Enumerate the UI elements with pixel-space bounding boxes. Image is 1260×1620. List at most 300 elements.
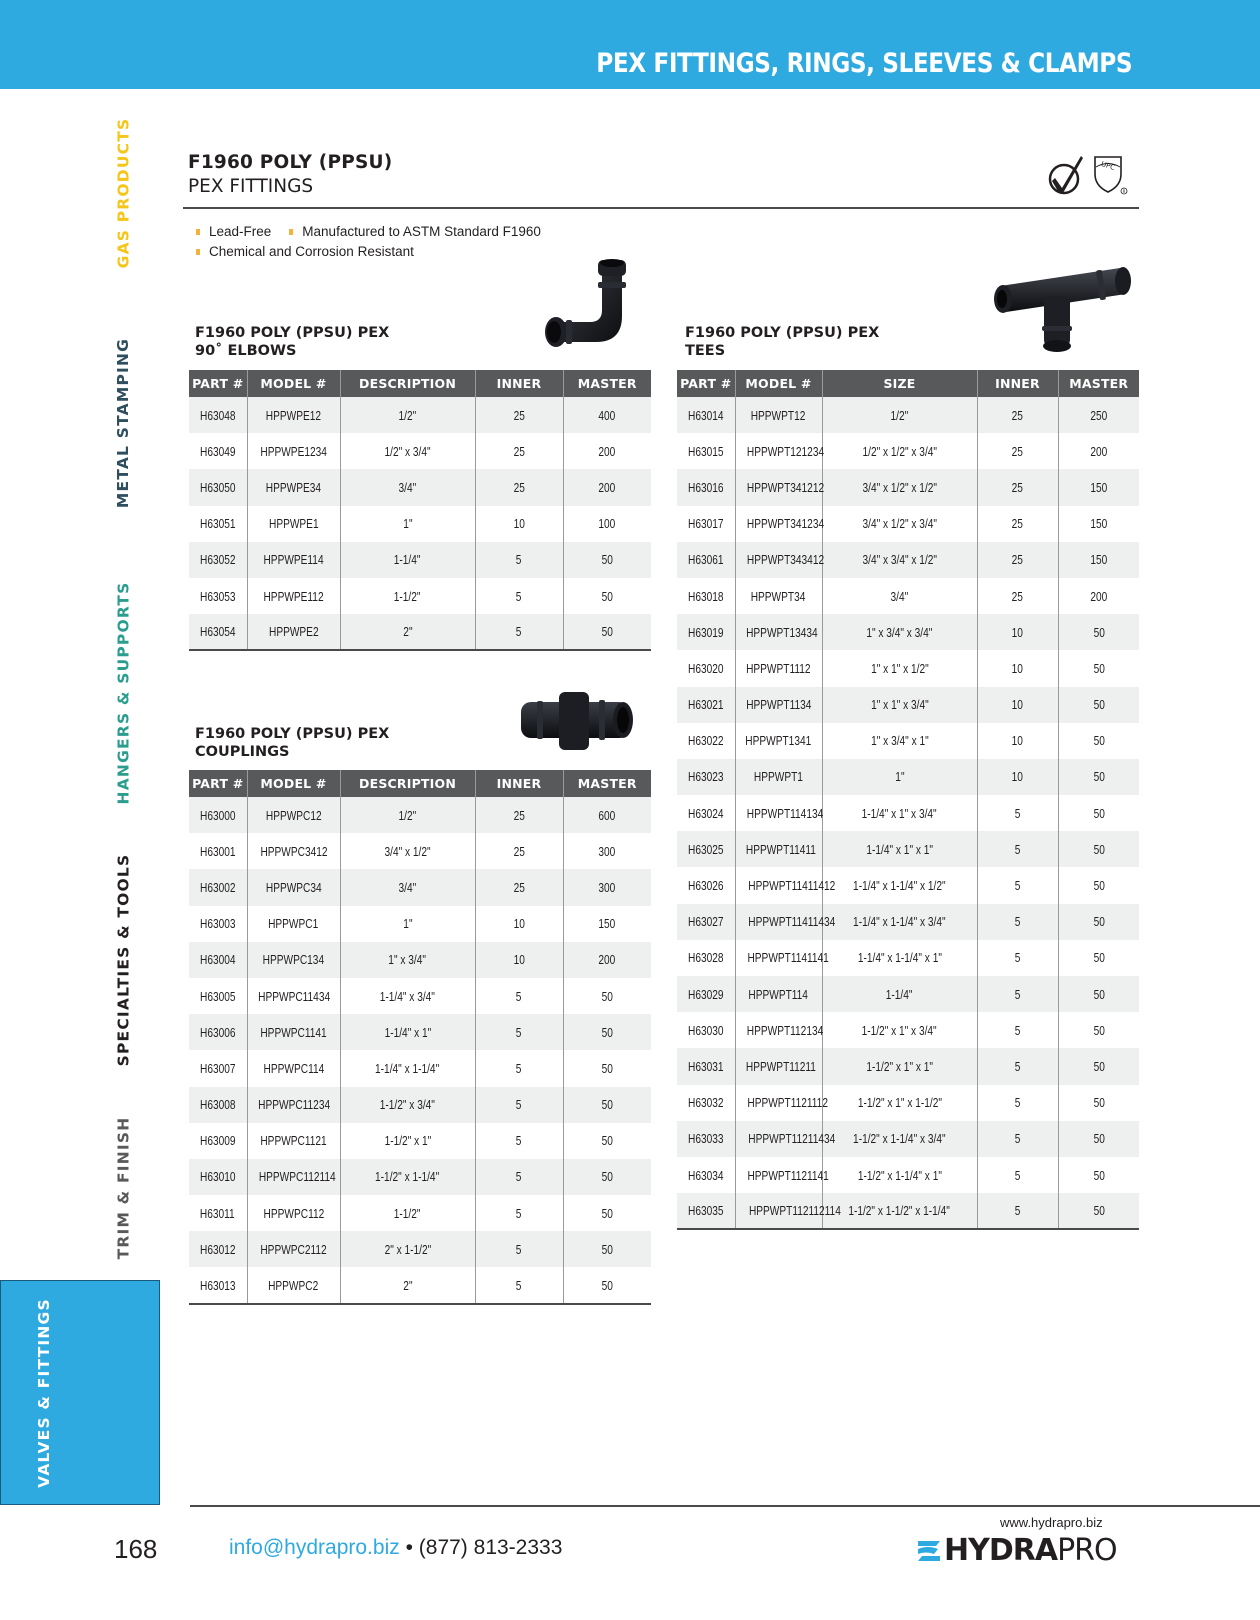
section-title: F1960 POLY (PPSU) bbox=[188, 152, 393, 173]
model-number-cell: HPPWPC1121 bbox=[247, 1123, 340, 1159]
model-number-cell: HPPWPC112114 bbox=[247, 1159, 340, 1195]
model-number-cell: HPPWPT114 bbox=[735, 976, 822, 1012]
table-header-row bbox=[189, 770, 651, 797]
master-qty-cell: 50 bbox=[563, 614, 651, 650]
part-number-cell: H63018 bbox=[677, 578, 735, 614]
model-number-cell: HPPWPT343412 bbox=[735, 542, 822, 578]
inner-qty-cell: 25 bbox=[475, 797, 563, 833]
side-tab-label: METAL STAMPING bbox=[114, 337, 133, 508]
inner-qty-cell: 25 bbox=[475, 469, 563, 505]
description-cell: 1" bbox=[340, 506, 475, 542]
model-number-cell: HPPWPT1 bbox=[735, 759, 822, 795]
part-number-cell: H63035 bbox=[677, 1193, 735, 1229]
description-cell: 3/4" x 1/2" bbox=[340, 833, 475, 869]
part-number-cell: H63012 bbox=[189, 1231, 247, 1267]
page-number: 168 bbox=[114, 1534, 158, 1564]
master-qty-cell: 50 bbox=[563, 1159, 651, 1195]
master-qty-cell: 50 bbox=[563, 542, 651, 578]
master-qty-cell: 50 bbox=[563, 1195, 651, 1231]
side-tab-label: SPECIALTIES & TOOLS bbox=[114, 853, 133, 1067]
table-row bbox=[189, 797, 651, 833]
inner-qty-cell: 5 bbox=[475, 1123, 563, 1159]
table-row bbox=[189, 1267, 651, 1303]
model-number-cell: HPPWPT11211 bbox=[735, 1048, 822, 1084]
model-number-cell: HPPWPT11411434 bbox=[735, 904, 822, 940]
column-header: PART # bbox=[677, 370, 735, 397]
table-row bbox=[677, 1193, 1139, 1229]
table-row bbox=[189, 397, 651, 433]
table-row bbox=[677, 506, 1139, 542]
inner-qty-cell: 5 bbox=[475, 978, 563, 1014]
inner-qty-cell: 5 bbox=[977, 1193, 1058, 1229]
part-number-cell: H63019 bbox=[677, 614, 735, 650]
size-cell: 1-1/2" x 1" x 3/4" bbox=[822, 1012, 977, 1048]
column-header: SIZE bbox=[822, 370, 977, 397]
table-row bbox=[189, 1123, 651, 1159]
table-row bbox=[677, 578, 1139, 614]
upc-shield-icon bbox=[1092, 154, 1128, 201]
inner-qty-cell: 25 bbox=[475, 833, 563, 869]
section-heading bbox=[188, 152, 392, 197]
description-cell: 2" x 1-1/2" bbox=[340, 1231, 475, 1267]
column-header: MASTER bbox=[1058, 370, 1139, 397]
model-number-cell: HPPWPE114 bbox=[247, 542, 340, 578]
inner-qty-cell: 25 bbox=[977, 542, 1058, 578]
part-number-cell: H63054 bbox=[189, 614, 247, 650]
table-row bbox=[189, 506, 651, 542]
inner-qty-cell: 5 bbox=[977, 1157, 1058, 1193]
table-row bbox=[189, 433, 651, 469]
model-number-cell: HPPWPT34 bbox=[735, 578, 822, 614]
model-number-cell: HPPWPT341234 bbox=[735, 506, 822, 542]
size-cell: 1-1/2" x 1-1/4" x 1" bbox=[822, 1157, 977, 1193]
inner-qty-cell: 5 bbox=[475, 1050, 563, 1086]
master-qty-cell: 50 bbox=[1058, 759, 1139, 795]
part-number-cell: H63028 bbox=[677, 940, 735, 976]
size-cell: 1-1/4" x 1" x 1" bbox=[822, 831, 977, 867]
master-qty-cell: 50 bbox=[1058, 867, 1139, 903]
master-qty-cell: 50 bbox=[1058, 940, 1139, 976]
bullet-icon bbox=[196, 249, 200, 255]
model-number-cell: HPPWPT1134 bbox=[735, 687, 822, 723]
bullet-icon bbox=[289, 229, 293, 235]
table-row bbox=[677, 1157, 1139, 1193]
description-cell: 2" bbox=[340, 614, 475, 650]
inner-qty-cell: 10 bbox=[475, 906, 563, 942]
part-number-cell: H63026 bbox=[677, 867, 735, 903]
column-header: PART # bbox=[189, 370, 247, 397]
model-number-cell: HPPWPT341212 bbox=[735, 469, 822, 505]
size-cell: 3/4" x 1/2" x 1/2" bbox=[822, 469, 977, 505]
model-number-cell: HPPWPC114 bbox=[247, 1050, 340, 1086]
description-cell: 1-1/4" x 1" bbox=[340, 1014, 475, 1050]
table-row bbox=[677, 542, 1139, 578]
inner-qty-cell: 25 bbox=[977, 578, 1058, 614]
description-cell: 1-1/2" x 1-1/4" bbox=[340, 1159, 475, 1195]
part-number-cell: H63003 bbox=[189, 906, 247, 942]
inner-qty-cell: 5 bbox=[475, 1267, 563, 1303]
size-cell: 1-1/2" x 1-1/2" x 1-1/4" bbox=[822, 1193, 977, 1229]
column-header: INNER bbox=[977, 370, 1058, 397]
table-row bbox=[189, 906, 651, 942]
inner-qty-cell: 5 bbox=[977, 1048, 1058, 1084]
column-header: MODEL # bbox=[735, 370, 822, 397]
table-header-row bbox=[189, 370, 651, 397]
master-qty-cell: 50 bbox=[1058, 650, 1139, 686]
master-qty-cell: 50 bbox=[1058, 1012, 1139, 1048]
elbow-fitting-image bbox=[540, 256, 640, 365]
table-row bbox=[677, 433, 1139, 469]
table-row bbox=[677, 723, 1139, 759]
inner-qty-cell: 10 bbox=[475, 942, 563, 978]
master-qty-cell: 50 bbox=[563, 1014, 651, 1050]
couplings-table-title: F1960 POLY (PPSU) PEX COUPLINGS bbox=[195, 726, 390, 760]
table-row bbox=[677, 1121, 1139, 1157]
model-number-cell: HPPWPT112134 bbox=[735, 1012, 822, 1048]
master-qty-cell: 50 bbox=[1058, 1193, 1139, 1229]
table-row bbox=[677, 1012, 1139, 1048]
master-qty-cell: 50 bbox=[1058, 1048, 1139, 1084]
part-number-cell: H63021 bbox=[677, 687, 735, 723]
feature-bullet: Chemical and Corrosion Resistant bbox=[196, 242, 414, 262]
part-number-cell: H63031 bbox=[677, 1048, 735, 1084]
model-number-cell: HPPWPE112 bbox=[247, 578, 340, 614]
column-header: PART # bbox=[189, 770, 247, 797]
inner-qty-cell: 10 bbox=[977, 687, 1058, 723]
column-header: INNER bbox=[475, 770, 563, 797]
table-row bbox=[677, 867, 1139, 903]
inner-qty-cell: 25 bbox=[475, 869, 563, 905]
master-qty-cell: 200 bbox=[563, 942, 651, 978]
side-tab-gas-products[interactable] bbox=[103, 108, 143, 278]
table-row bbox=[677, 397, 1139, 433]
svg-text:R: R bbox=[1122, 189, 1126, 194]
inner-qty-cell: 25 bbox=[475, 397, 563, 433]
part-number-cell: H63007 bbox=[189, 1050, 247, 1086]
table-row bbox=[677, 976, 1139, 1012]
contact-separator: • bbox=[399, 1536, 419, 1559]
master-qty-cell: 150 bbox=[1058, 542, 1139, 578]
master-qty-cell: 50 bbox=[563, 1267, 651, 1303]
part-number-cell: H63013 bbox=[189, 1267, 247, 1303]
tee-fitting-image bbox=[990, 260, 1135, 361]
part-number-cell: H63053 bbox=[189, 578, 247, 614]
size-cell: 3/4" bbox=[822, 578, 977, 614]
part-number-cell: H63006 bbox=[189, 1014, 247, 1050]
part-number-cell: H63008 bbox=[189, 1087, 247, 1123]
part-number-cell: H63050 bbox=[189, 469, 247, 505]
master-qty-cell: 200 bbox=[563, 433, 651, 469]
master-qty-cell: 50 bbox=[1058, 1157, 1139, 1193]
part-number-cell: H63027 bbox=[677, 904, 735, 940]
section-subtitle: PEX FITTINGS bbox=[188, 176, 314, 197]
master-qty-cell: 50 bbox=[1058, 795, 1139, 831]
master-qty-cell: 50 bbox=[1058, 614, 1139, 650]
model-number-cell: HPPWPE34 bbox=[247, 469, 340, 505]
part-number-cell: H63049 bbox=[189, 433, 247, 469]
inner-qty-cell: 5 bbox=[475, 1087, 563, 1123]
inner-qty-cell: 5 bbox=[977, 1012, 1058, 1048]
description-cell: 1-1/4" bbox=[340, 542, 475, 578]
table-row bbox=[677, 1085, 1139, 1121]
coupling-fitting-image bbox=[515, 688, 635, 759]
master-qty-cell: 200 bbox=[563, 469, 651, 505]
master-qty-cell: 50 bbox=[563, 1050, 651, 1086]
description-cell: 1/2" bbox=[340, 797, 475, 833]
size-cell: 1" x 3/4" x 3/4" bbox=[822, 614, 977, 650]
inner-qty-cell: 5 bbox=[475, 1014, 563, 1050]
table-row bbox=[189, 869, 651, 905]
model-number-cell: HPPWPC11434 bbox=[247, 978, 340, 1014]
model-number-cell: HPPWPT1112 bbox=[735, 650, 822, 686]
table-row bbox=[189, 942, 651, 978]
part-number-cell: H63016 bbox=[677, 469, 735, 505]
side-tab-label: TRIM & FINISH bbox=[114, 1116, 132, 1259]
master-qty-cell: 50 bbox=[1058, 687, 1139, 723]
master-qty-cell: 300 bbox=[563, 833, 651, 869]
bullet-icon bbox=[196, 229, 200, 235]
master-qty-cell: 50 bbox=[1058, 976, 1139, 1012]
master-qty-cell: 150 bbox=[1058, 469, 1139, 505]
size-cell: 3/4" x 3/4" x 1/2" bbox=[822, 542, 977, 578]
inner-qty-cell: 25 bbox=[475, 433, 563, 469]
size-cell: 1" bbox=[822, 759, 977, 795]
table-header-row bbox=[677, 370, 1139, 397]
description-cell: 1-1/2" x 3/4" bbox=[340, 1087, 475, 1123]
table-row bbox=[677, 795, 1139, 831]
inner-qty-cell: 5 bbox=[475, 614, 563, 650]
table-row bbox=[189, 1195, 651, 1231]
inner-qty-cell: 5 bbox=[977, 1121, 1058, 1157]
banner-title: PEX FITTINGS, RINGS, SLEEVES & CLAMPS bbox=[596, 48, 1132, 79]
model-number-cell: HPPWPC1 bbox=[247, 906, 340, 942]
table-row bbox=[189, 578, 651, 614]
size-cell: 1-1/4" x 1-1/4" x 1" bbox=[822, 940, 977, 976]
inner-qty-cell: 5 bbox=[475, 1195, 563, 1231]
part-number-cell: H63014 bbox=[677, 397, 735, 433]
model-number-cell: HPPWPE2 bbox=[247, 614, 340, 650]
model-number-cell: HPPWPT1121112 bbox=[735, 1085, 822, 1121]
part-number-cell: H63029 bbox=[677, 976, 735, 1012]
inner-qty-cell: 5 bbox=[977, 831, 1058, 867]
model-number-cell: HPPWPT11411412 bbox=[735, 867, 822, 903]
inner-qty-cell: 10 bbox=[977, 723, 1058, 759]
part-number-cell: H63032 bbox=[677, 1085, 735, 1121]
column-header: MODEL # bbox=[247, 370, 340, 397]
part-number-cell: H63051 bbox=[189, 506, 247, 542]
table-row bbox=[189, 614, 651, 650]
table-row bbox=[189, 1159, 651, 1195]
description-cell: 1-1/4" x 1-1/4" bbox=[340, 1050, 475, 1086]
description-cell: 1-1/2" x 1" bbox=[340, 1123, 475, 1159]
master-qty-cell: 50 bbox=[1058, 1085, 1139, 1121]
table-row bbox=[677, 831, 1139, 867]
part-number-cell: H63033 bbox=[677, 1121, 735, 1157]
size-cell: 1" x 3/4" x 1" bbox=[822, 723, 977, 759]
description-cell: 3/4" bbox=[340, 469, 475, 505]
tees-table bbox=[677, 370, 1139, 1230]
table-row bbox=[189, 1014, 651, 1050]
model-number-cell: HPPWPE1 bbox=[247, 506, 340, 542]
master-qty-cell: 50 bbox=[563, 978, 651, 1014]
model-number-cell: HPPWPC11234 bbox=[247, 1087, 340, 1123]
model-number-cell: HPPWPC1141 bbox=[247, 1014, 340, 1050]
side-tab-valves-fittings[interactable] bbox=[0, 1280, 160, 1505]
description-cell: 3/4" bbox=[340, 869, 475, 905]
column-header: DESCRIPTION bbox=[340, 370, 475, 397]
column-header: MASTER bbox=[563, 370, 651, 397]
contact-info bbox=[229, 1536, 562, 1560]
size-cell: 1-1/2" x 1" x 1" bbox=[822, 1048, 977, 1084]
size-cell: 1-1/4" bbox=[822, 976, 977, 1012]
table-row bbox=[677, 904, 1139, 940]
column-header: DESCRIPTION bbox=[340, 770, 475, 797]
size-cell: 1-1/2" x 1-1/4" x 3/4" bbox=[822, 1121, 977, 1157]
inner-qty-cell: 5 bbox=[977, 940, 1058, 976]
table-row bbox=[677, 759, 1139, 795]
feature-bullets bbox=[196, 222, 541, 262]
model-number-cell: HPPWPT1341 bbox=[735, 723, 822, 759]
inner-qty-cell: 5 bbox=[977, 904, 1058, 940]
master-qty-cell: 50 bbox=[1058, 1121, 1139, 1157]
description-cell: 1-1/4" x 3/4" bbox=[340, 978, 475, 1014]
master-qty-cell: 50 bbox=[563, 1087, 651, 1123]
master-qty-cell: 50 bbox=[1058, 723, 1139, 759]
page-banner bbox=[0, 0, 1260, 89]
description-cell: 1-1/2" bbox=[340, 578, 475, 614]
master-qty-cell: 400 bbox=[563, 397, 651, 433]
master-qty-cell: 50 bbox=[1058, 831, 1139, 867]
description-cell: 1" bbox=[340, 906, 475, 942]
model-number-cell: HPPWPT13434 bbox=[735, 614, 822, 650]
part-number-cell: H63022 bbox=[677, 723, 735, 759]
model-number-cell: HPPWPE12 bbox=[247, 397, 340, 433]
size-cell: 1/2" x 1/2" x 3/4" bbox=[822, 433, 977, 469]
feature-bullet: Manufactured to ASTM Standard F1960 bbox=[289, 222, 541, 242]
elbows-table-title: F1960 POLY (PPSU) PEX 90˚ ELBOWS bbox=[195, 325, 390, 359]
column-header: MASTER bbox=[563, 770, 651, 797]
side-tab-metal-stamping[interactable] bbox=[103, 325, 143, 520]
model-number-cell: HPPWPC2112 bbox=[247, 1231, 340, 1267]
model-number-cell: HPPWPT114134 bbox=[735, 795, 822, 831]
table-row bbox=[677, 940, 1139, 976]
inner-qty-cell: 25 bbox=[977, 506, 1058, 542]
part-number-cell: H63052 bbox=[189, 542, 247, 578]
inner-qty-cell: 5 bbox=[475, 542, 563, 578]
inner-qty-cell: 25 bbox=[977, 397, 1058, 433]
footer-divider bbox=[190, 1505, 1260, 1507]
table-row bbox=[677, 650, 1139, 686]
model-number-cell: HPPWPT12 bbox=[735, 397, 822, 433]
master-qty-cell: 150 bbox=[563, 906, 651, 942]
phone-number: (877) 813-2333 bbox=[418, 1536, 563, 1559]
inner-qty-cell: 5 bbox=[977, 1085, 1058, 1121]
table-row bbox=[677, 1048, 1139, 1084]
inner-qty-cell: 25 bbox=[977, 433, 1058, 469]
inner-qty-cell: 5 bbox=[977, 867, 1058, 903]
email-link[interactable]: info@hydrapro.biz bbox=[229, 1536, 400, 1559]
side-tab-specialties-tools[interactable] bbox=[103, 845, 143, 1075]
part-number-cell: H63023 bbox=[677, 759, 735, 795]
inner-qty-cell: 5 bbox=[475, 578, 563, 614]
hydrapro-logo bbox=[916, 1533, 1117, 1568]
logo-text-light: PRO bbox=[1057, 1533, 1117, 1568]
inner-qty-cell: 10 bbox=[475, 506, 563, 542]
logo-text-bold: HYDRA bbox=[944, 1533, 1058, 1568]
part-number-cell: H63010 bbox=[189, 1159, 247, 1195]
part-number-cell: H63034 bbox=[677, 1157, 735, 1193]
model-number-cell: HPPWPT121234 bbox=[735, 433, 822, 469]
hydrapro-wave-icon bbox=[916, 1539, 942, 1563]
couplings-table bbox=[189, 770, 651, 1305]
part-number-cell: H63048 bbox=[189, 397, 247, 433]
table-row bbox=[189, 542, 651, 578]
part-number-cell: H63002 bbox=[189, 869, 247, 905]
master-qty-cell: 600 bbox=[563, 797, 651, 833]
master-qty-cell: 150 bbox=[1058, 506, 1139, 542]
part-number-cell: H63017 bbox=[677, 506, 735, 542]
size-cell: 1/2" bbox=[822, 397, 977, 433]
table-row bbox=[677, 614, 1139, 650]
website-link[interactable]: www.hydrapro.biz bbox=[1000, 1515, 1103, 1530]
side-tab-trim-finish[interactable] bbox=[103, 1105, 143, 1270]
table-row bbox=[189, 833, 651, 869]
model-number-cell: HPPWPT112112114 bbox=[735, 1193, 822, 1229]
part-number-cell: H63024 bbox=[677, 795, 735, 831]
master-qty-cell: 50 bbox=[563, 578, 651, 614]
part-number-cell: H63015 bbox=[677, 433, 735, 469]
table-row bbox=[189, 978, 651, 1014]
model-number-cell: HPPWPT11211434 bbox=[735, 1121, 822, 1157]
part-number-cell: H63061 bbox=[677, 542, 735, 578]
size-cell: 1-1/2" x 1" x 1-1/2" bbox=[822, 1085, 977, 1121]
inner-qty-cell: 10 bbox=[977, 614, 1058, 650]
side-tab-label: VALVES & FITTINGS bbox=[35, 1297, 54, 1488]
heading-divider bbox=[183, 207, 1139, 209]
description-cell: 1/2" x 3/4" bbox=[340, 433, 475, 469]
elbows-table bbox=[189, 370, 651, 651]
table-row bbox=[189, 1231, 651, 1267]
master-qty-cell: 50 bbox=[563, 1123, 651, 1159]
model-number-cell: HPPWPC34 bbox=[247, 869, 340, 905]
part-number-cell: H63009 bbox=[189, 1123, 247, 1159]
table-row bbox=[189, 1087, 651, 1123]
table-row bbox=[677, 687, 1139, 723]
column-header: INNER bbox=[475, 370, 563, 397]
inner-qty-cell: 10 bbox=[977, 759, 1058, 795]
master-qty-cell: 200 bbox=[1058, 433, 1139, 469]
part-number-cell: H63004 bbox=[189, 942, 247, 978]
part-number-cell: H63005 bbox=[189, 978, 247, 1014]
column-header: MODEL # bbox=[247, 770, 340, 797]
size-cell: 1-1/4" x 1-1/4" x 1/2" bbox=[822, 867, 977, 903]
checkmark-certification-icon bbox=[1047, 152, 1087, 201]
model-number-cell: HPPWPT1121141 bbox=[735, 1157, 822, 1193]
description-cell: 1/2" bbox=[340, 397, 475, 433]
model-number-cell: HPPWPE1234 bbox=[247, 433, 340, 469]
table-row bbox=[189, 469, 651, 505]
master-qty-cell: 50 bbox=[563, 1231, 651, 1267]
model-number-cell: HPPWPC112 bbox=[247, 1195, 340, 1231]
inner-qty-cell: 5 bbox=[475, 1231, 563, 1267]
side-tab-label: HANGERS & SUPPORTS bbox=[114, 581, 133, 804]
model-number-cell: HPPWPT1141141 bbox=[735, 940, 822, 976]
model-number-cell: HPPWPC2 bbox=[247, 1267, 340, 1303]
table-row bbox=[677, 469, 1139, 505]
inner-qty-cell: 5 bbox=[977, 795, 1058, 831]
side-tab-hangers-supports[interactable] bbox=[103, 570, 143, 815]
master-qty-cell: 100 bbox=[563, 506, 651, 542]
